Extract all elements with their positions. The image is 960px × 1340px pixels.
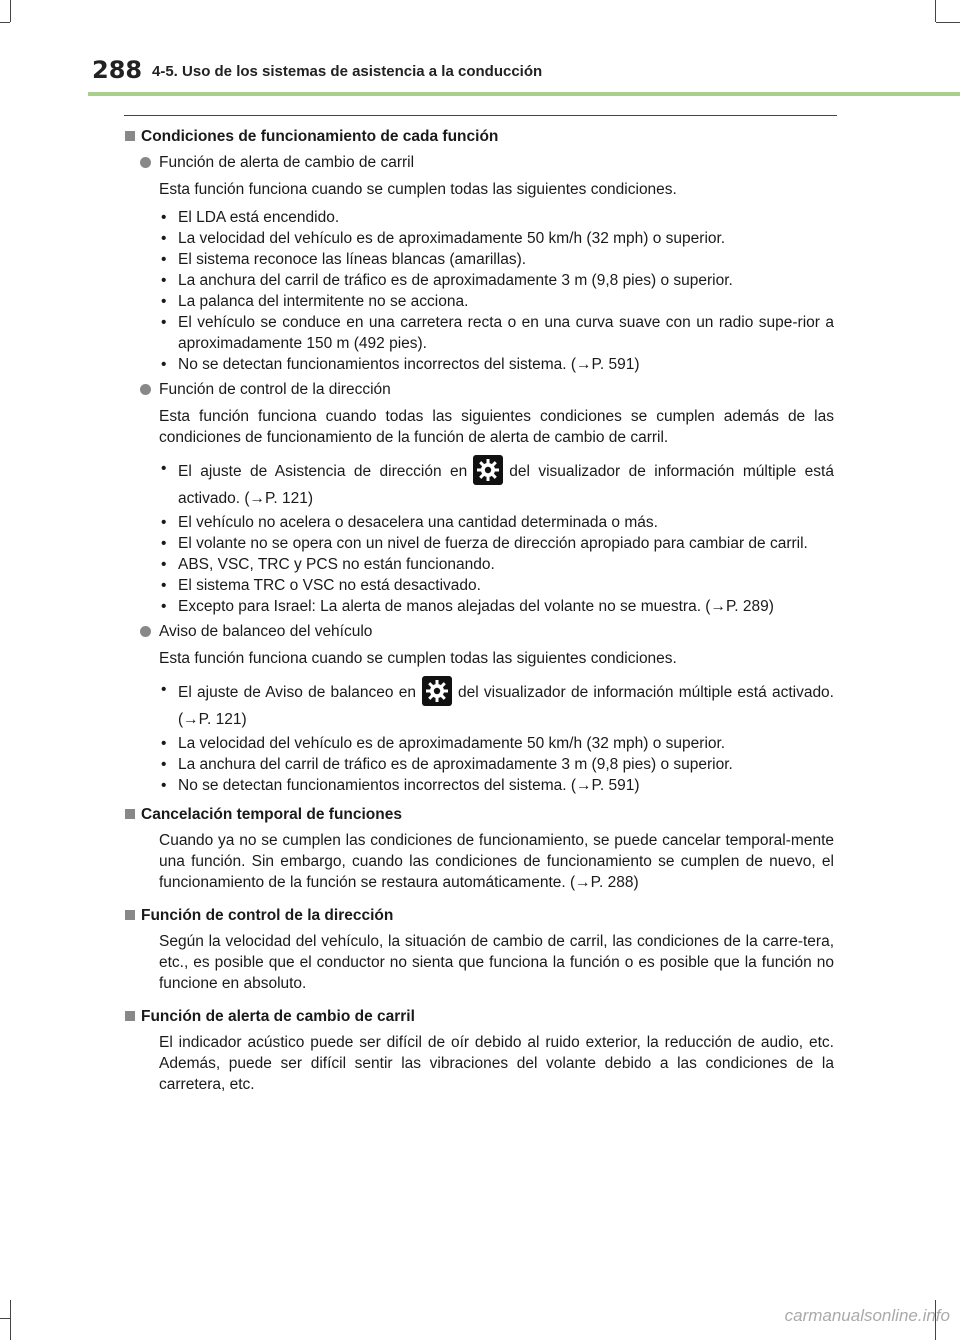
square-marker-icon [125,1011,135,1021]
paragraph: Esta función funciona cuando todas las siguientes condiciones se cumplen además de las condiciones de funcionamiento de la función de alerta de cambio de carril. [159,408,834,446]
list-item: • La velocidad del vehículo es de aproximadamente 50 km/h (32 mph) o superior. [161,230,726,247]
chapter-title: 4-5. Uso de los sistemas de asistencia a la conducción [152,63,543,80]
subsection-heading [124,621,834,642]
list-item: • El ajuste de Aviso de balanceo en del visualizador de información múltiple está activado. (→P. 121) [159,676,834,733]
paragraph: Esta función funciona cuando se cumplen todas las siguientes condiciones. [159,181,677,198]
crop-mark [935,0,936,22]
crop-mark [0,1318,10,1319]
section-title: Cancelación temporal de funciones [141,806,402,823]
list-item: • Excepto para Israel: La alerta de manos alejadas del volante no se muestra. (→P. 289) [161,598,774,615]
section-title: Función de control de la dirección [141,907,394,924]
gear-icon [473,455,503,485]
paragraph: El indicador acústico puede ser difícil de oír debido al ruido exterior, la reducción de audio, etc. Además, puede ser difícil sentir las vibraciones del volante debido a las condiciones de la carretera, etc. [159,1034,834,1093]
gear-icon [422,676,452,706]
section-heading [124,905,834,926]
bullet-list [124,676,834,796]
list-item: • La palanca del intermitente no se acciona. [161,293,469,310]
page-number: 288 [92,56,143,84]
list-item: • La anchura del carril de tráfico es de aproximadamente 3 m (9,8 pies) o superior. [161,272,733,289]
crop-mark [0,22,10,23]
subsection-title: Aviso de balanceo del vehículo [159,623,373,640]
section-title: Condiciones de funcionamiento de cada función [141,128,499,145]
paragraph: Cuando ya no se cumplen las condiciones de funcionamiento, se puede cancelar temporal-mente una función. Sin embargo, cuando las condiciones de funcionamiento se cumplen de nuevo, el funcionamiento de la función se restaura automáticamente. (→P. 288) [159,832,834,891]
list-item: • El volante no se opera con un nivel de fuerza de dirección apropiado para cambiar de carril. [161,535,808,552]
bullet-list [124,455,834,617]
page-header [88,56,960,96]
subsection-heading [124,152,834,173]
square-marker-icon [125,809,135,819]
section-heading [124,804,834,825]
section-title: Función de alerta de cambio de carril [141,1008,415,1025]
paragraph: Esta función funciona cuando se cumplen todas las siguientes condiciones. [159,650,677,667]
list-item: • El vehículo no acelera o desacelera una cantidad determinada o más. [161,514,658,531]
subsection-heading [124,379,834,400]
page-content [124,126,834,1102]
list-item: • El ajuste de Asistencia de dirección en del visualizador de información múltiple está activado. (→P. 121) [159,455,834,512]
crop-mark [10,0,11,22]
section-divider [124,115,837,116]
subsection-title: Función de alerta de cambio de carril [159,154,415,171]
section-heading [124,126,834,147]
square-marker-icon [125,910,135,920]
watermark: carmanualsonline.info [784,1306,950,1325]
header-rule [88,92,960,96]
bullet-list [124,207,834,375]
list-item: • El vehículo se conduce en una carretera recta o en una curva suave con un radio supe-rior a aproximadamente 150 m (492 pies). [161,314,834,352]
section-heading [124,1006,834,1027]
list-item: • El sistema TRC o VSC no está desactivado. [161,577,481,594]
list-item: • El sistema reconoce las líneas blancas (amarillas). [161,251,527,268]
paragraph: Según la velocidad del vehículo, la situación de cambio de carril, las condiciones de la carre-tera, etc., es posible que el conductor no sienta que funciona la función o es posible que la función no funcione en absoluto. [159,933,834,992]
list-item: • El LDA está encendido. [161,209,340,226]
list-item: • ABS, VSC, TRC y PCS no están funcionando. [161,556,495,573]
square-marker-icon [125,131,135,141]
list-item: • La anchura del carril de tráfico es de aproximadamente 3 m (9,8 pies) o superior. [161,756,733,773]
crop-mark [936,22,960,23]
list-item: • No se detectan funcionamientos incorrectos del sistema. (→P. 591) [161,356,640,373]
crop-mark [10,1300,11,1340]
circle-marker-icon [140,626,151,637]
subsection-title: Función de control de la dirección [159,381,391,398]
list-item: • La velocidad del vehículo es de aproximadamente 50 km/h (32 mph) o superior. [161,735,726,752]
circle-marker-icon [140,157,151,168]
circle-marker-icon [140,384,151,395]
list-item: • No se detectan funcionamientos incorrectos del sistema. (→P. 591) [161,777,640,794]
